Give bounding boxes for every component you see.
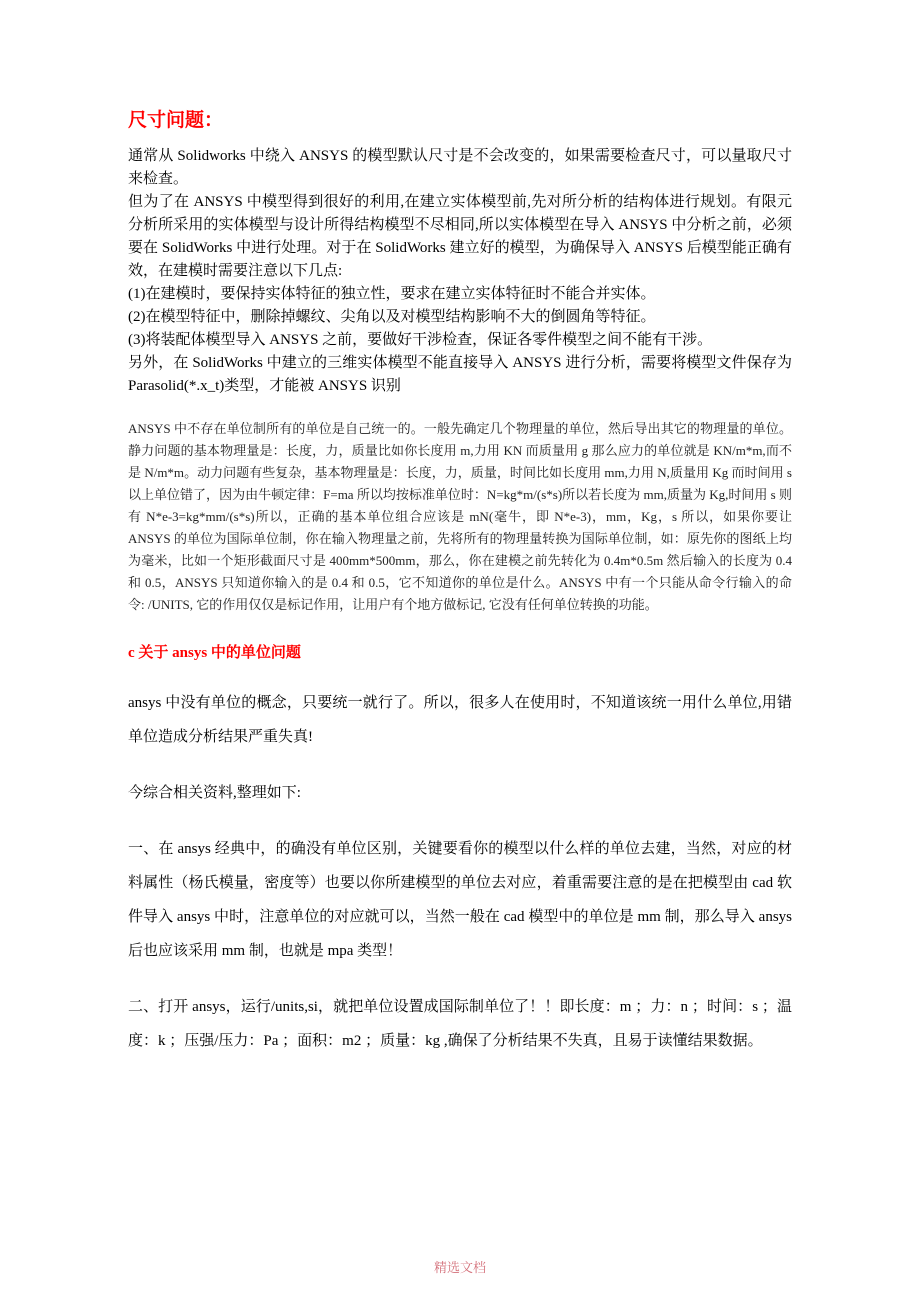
page-title: 尺寸问题： — [128, 110, 224, 131]
page-footer: 精选文档 — [433, 1260, 486, 1275]
body-paragraph: ansys 中没有单位的概念，只要统一就行了。所以，很多人在使用时，不知道该统一用什么单位,用错单位造成分析结果严重失真! — [128, 695, 792, 746]
units-note-paragraph: ANSYS 中不存在单位制所有的单位是自己统一的。一般先确定几个物理量的单位，然后导出其它的物理量的单位。静力问题的基本物理量是：长度，力，质量比如你长度用 m,力用 KN 而质量用 g 那么应力的单位就是 KN/m*m,而不是 N/m*m。动力问题有些复杂，基本物理量是：长度，力，质量，时间比如长度用 mm,力用 N,质量用 Kg 而时间用 s 以上单位错了，因为由牛顿定律：F=ma 所以均按标准单位时：N=kg*m/(s*s)所以若长度为 mm,质量为 Kg,时间用 s 则有 N*e-3=kg*mm/(s*s)所以，正确的基本单位组合应该是 mN(毫牛，即 N*e-3)，mm，Kg，s 所以，如果你要让 ANSYS 的单位为国际单位制，你在输入物理量之前，先将所有的物理量转换为国际单位制，如：原先你的图纸上均为毫米，比如一个矩形截面尺寸是 400mm*500mm，那么，你在建模之前先转化为 0.4m*0.5m 然后输入的长度为 0.4 和 0.5，ANSYS 只知道你输入的是 0.4 和 0.5，它不知道你的单位是什么。ANSYS 中有一个只能从命令行输入的命令: /UNITS, 它的作用仅仅是标记作用，让用户有个地方做标记, 它没有任何单位转换的功能。 — [128, 420, 792, 612]
intro-paragraph: 但为了在 ANSYS 中模型得到很好的利用,在建立实体模型前,先对所分析的结构体进行规划。有限元分析所采用的实体模型与设计所得结构模型不尽相同,所以实体模型在导入 ANSYS 中分析之前，必须要在 SolidWorks 中进行处理。对于在 SolidWorks 建立好的模型，为确保导入 ANSYS 后模型能正确有效，在建模时需要注意以下几点: — [128, 193, 792, 279]
spaced-paragraphs — [128, 686, 792, 1058]
intro-paragraph: (3)将装配体模型导入 ANSYS 之前，要做好干涉检查，保证各零件模型之间不能有干涉。 — [128, 331, 713, 348]
intro-paragraphs — [128, 145, 792, 398]
intro-paragraph: 通常从 Solidworks 中绕入 ANSYS 的模型默认尺寸是不会改变的，如果需要检查尺寸，可以量取尺寸来检查。 — [128, 147, 792, 187]
units-note-block — [128, 418, 792, 616]
intro-paragraph: (2)在模型特征中，删除掉螺纹、尖角以及对模型结构影响不大的倒圆角等特征。 — [128, 308, 656, 325]
intro-paragraph: (1)在建模时，要保持实体特征的独立性，要求在建立实体特征时不能合并实体。 — [128, 285, 656, 302]
body-paragraph: 二、打开 ansys，运行/units,si，就把单位设置成国际制单位了！！即长度：m ；力：n ；时间：s ；温度：k ；压强/压力：Pa ；面积：m2 ；质量：kg ,确保了分析结果不失真，且易于读懂结果数据。 — [128, 999, 792, 1050]
section-heading: c 关于 ansys 中的单位问题 — [128, 644, 301, 661]
body-paragraph: 今综合相关资料,整理如下: — [128, 785, 301, 802]
body-paragraph: 一、在 ansys 经典中，的确没有单位区别，关键要看你的模型以什么样的单位去建，当然，对应的材料属性（杨氏模量，密度等）也要以你所建模型的单位去对应，着重需要注意的是在把模型由 cad 软件导入 ansys 中时，注意单位的对应就可以，当然一般在 cad 模型中的单位是 mm 制，那么导入 ansys 后也应该采用 mm 制，也就是 mpa 类型！ — [128, 841, 792, 960]
intro-paragraph: 另外，在 SolidWorks 中建立的三维实体模型不能直接导入 ANSYS 进行分析，需要将模型文件保存为 Parasolid(*.x_t)类型，才能被 ANSYS 识别 — [128, 354, 792, 394]
